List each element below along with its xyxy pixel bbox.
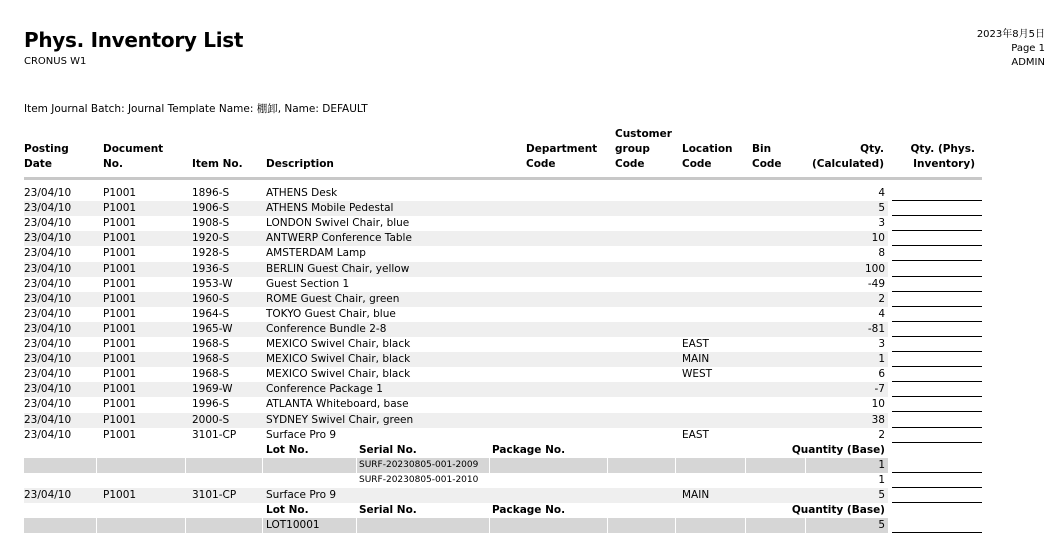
- description: ATLANTA Whiteboard, base: [266, 398, 409, 411]
- col-item-no: Item No.: [192, 158, 243, 170]
- posting-date: 23/04/10: [24, 489, 72, 501]
- cell-separator: [96, 518, 97, 533]
- qty-phys-inventory-blank[interactable]: [892, 472, 982, 473]
- cell-separator: [745, 518, 746, 533]
- posting-date: 23/04/10: [24, 338, 72, 350]
- col-label: Code: [682, 158, 712, 170]
- posting-date: 23/04/10: [24, 217, 72, 230]
- qty-phys-inventory-blank[interactable]: [892, 276, 982, 277]
- page-number: Page 1: [1011, 43, 1045, 54]
- cell-separator: [675, 458, 676, 473]
- tracking-header: [24, 443, 888, 458]
- qty-phys-inventory-blank[interactable]: [892, 502, 982, 503]
- col-label: Bin: [752, 143, 772, 155]
- description: Conference Bundle 2-8: [266, 322, 387, 335]
- table-row: [24, 367, 888, 382]
- document-no: P1001: [103, 338, 137, 350]
- document-no: P1001: [103, 368, 137, 381]
- report-meta: [977, 28, 1045, 70]
- table-row: [24, 413, 888, 428]
- col-label: Customer: [615, 128, 672, 140]
- posting-date: 23/04/10: [24, 262, 72, 275]
- item-no: 3101-CP: [192, 428, 237, 441]
- serial-no-header: Serial No.: [359, 504, 417, 517]
- col-label: No.: [103, 158, 123, 170]
- qty-phys-inventory-blank[interactable]: [892, 411, 982, 412]
- col-posting-date: [24, 142, 69, 172]
- qty-calculated: 10: [871, 232, 885, 245]
- item-no: 1969-W: [192, 383, 233, 396]
- description: LONDON Swivel Chair, blue: [266, 217, 410, 230]
- cell-separator: [356, 518, 357, 533]
- serial-no: SURF-20230805-001-2009: [359, 459, 479, 470]
- table-row: [24, 262, 888, 277]
- cell-separator: [185, 458, 186, 473]
- posting-date: 23/04/10: [24, 383, 72, 396]
- qty-phys-inventory-blank[interactable]: [892, 245, 982, 246]
- tracking-line: [24, 458, 888, 473]
- col-label: Posting: [24, 143, 69, 155]
- item-no: 1996-S: [192, 398, 230, 411]
- item-no: 1968-S: [192, 338, 230, 350]
- qty-phys-inventory-blank[interactable]: [892, 336, 982, 337]
- document-no: P1001: [103, 232, 137, 245]
- location-code: EAST: [682, 338, 709, 350]
- document-no: P1001: [103, 398, 137, 411]
- description: ROME Guest Chair, green: [266, 292, 400, 305]
- table-row: [24, 307, 888, 322]
- lot-no: LOT10001: [266, 519, 320, 532]
- description: ATHENS Mobile Pedestal: [266, 202, 394, 215]
- item-no: 1896-S: [192, 187, 230, 199]
- col-label: group: [615, 143, 650, 155]
- document-no: P1001: [103, 187, 137, 199]
- posting-date: 23/04/10: [24, 247, 72, 260]
- qty-calculated: -49: [867, 277, 885, 290]
- cell-separator: [675, 518, 676, 533]
- qty-phys-inventory-blank[interactable]: [892, 366, 982, 367]
- cell-separator: [675, 473, 676, 488]
- description: AMSTERDAM Lamp: [266, 247, 366, 260]
- table-row: [24, 428, 888, 443]
- quantity-base: 1: [878, 473, 885, 486]
- document-no: P1001: [103, 217, 137, 230]
- user-id: ADMIN: [1011, 57, 1045, 68]
- col-label: Code: [752, 158, 782, 170]
- document-no: P1001: [103, 202, 137, 215]
- document-no: P1001: [103, 247, 137, 260]
- col-label: Qty.: [860, 143, 884, 155]
- qty-calculated: 5: [878, 202, 885, 215]
- cell-separator: [805, 458, 806, 473]
- item-no: 1953-W: [192, 277, 233, 290]
- batch-info: Item Journal Batch: Journal Template Name: 棚卸, Name: DEFAULT: [24, 103, 368, 115]
- description: Surface Pro 9: [266, 489, 337, 501]
- col-label: Qty. (Phys.: [910, 143, 975, 155]
- qty-calculated: -81: [867, 322, 885, 335]
- posting-date: 23/04/10: [24, 202, 72, 215]
- tracking-header: [24, 503, 888, 518]
- cell-separator: [805, 518, 806, 533]
- quantity-base-header: Quantity (Base): [791, 443, 885, 456]
- qty-calculated: 8: [878, 247, 885, 260]
- table-row: [24, 246, 888, 261]
- header-divider: [24, 177, 982, 180]
- qty-phys-inventory-blank[interactable]: [892, 532, 982, 533]
- company-name: CRONUS W1: [24, 56, 87, 67]
- serial-no-header: Serial No.: [359, 443, 417, 456]
- item-no: 1965-W: [192, 322, 233, 335]
- document-no: P1001: [103, 277, 137, 290]
- col-label: Department: [526, 143, 598, 155]
- table-row: [24, 382, 888, 397]
- posting-date: 23/04/10: [24, 307, 72, 320]
- item-no: 1936-S: [192, 262, 230, 275]
- cell-separator: [185, 518, 186, 533]
- qty-calculated: 3: [878, 217, 885, 230]
- col-qty-phys-inventory: [910, 142, 975, 172]
- cell-separator: [805, 473, 806, 488]
- document-no: P1001: [103, 353, 137, 366]
- qty-calculated: 38: [871, 413, 885, 426]
- location-code: MAIN: [682, 489, 710, 501]
- qty-calculated: 10: [871, 398, 885, 411]
- posting-date: 23/04/10: [24, 353, 72, 366]
- table-row: [24, 201, 888, 216]
- description: Guest Section 1: [266, 277, 350, 290]
- col-label: Code: [526, 158, 556, 170]
- posting-date: 23/04/10: [24, 187, 72, 199]
- cell-separator: [96, 458, 97, 473]
- col-bin-code: [752, 142, 782, 172]
- qty-phys-inventory-blank[interactable]: [892, 260, 982, 261]
- qty-phys-inventory-blank[interactable]: [892, 291, 982, 292]
- posting-date: 23/04/10: [24, 368, 72, 381]
- col-label: Date: [24, 158, 52, 170]
- col-location-code: [682, 142, 733, 172]
- qty-calculated: 100: [864, 262, 885, 275]
- quantity-base: 1: [878, 458, 885, 471]
- cell-separator: [489, 458, 490, 473]
- cell-separator: [96, 473, 97, 488]
- description: TOKYO Guest Chair, blue: [266, 307, 396, 320]
- qty-phys-inventory-blank[interactable]: [892, 306, 982, 307]
- cell-separator: [262, 473, 263, 488]
- cell-separator: [262, 458, 263, 473]
- qty-phys-inventory-blank[interactable]: [892, 321, 982, 322]
- tracking-line: [24, 473, 888, 488]
- location-code: EAST: [682, 428, 709, 441]
- description: Conference Package 1: [266, 383, 383, 396]
- qty-phys-inventory-blank[interactable]: [892, 396, 982, 397]
- qty-phys-inventory-blank[interactable]: [892, 230, 982, 231]
- cell-separator: [607, 518, 608, 533]
- item-no: 1964-S: [192, 307, 230, 320]
- document-no: P1001: [103, 383, 137, 396]
- description: MEXICO Swivel Chair, black: [266, 353, 411, 366]
- table-row: [24, 292, 888, 307]
- qty-phys-inventory-blank[interactable]: [892, 442, 982, 443]
- document-no: P1001: [103, 489, 137, 501]
- report-title: Phys. Inventory List: [24, 28, 244, 52]
- qty-phys-inventory-blank[interactable]: [892, 427, 982, 428]
- qty-calculated: 5: [878, 489, 885, 501]
- description: BERLIN Guest Chair, yellow: [266, 262, 410, 275]
- item-no: 1960-S: [192, 292, 230, 305]
- location-code: MAIN: [682, 353, 710, 366]
- document-no: P1001: [103, 428, 137, 441]
- posting-date: 23/04/10: [24, 413, 72, 426]
- item-no: 1906-S: [192, 202, 230, 215]
- location-code: WEST: [682, 368, 713, 381]
- document-no: P1001: [103, 292, 137, 305]
- description: ATHENS Desk: [266, 187, 338, 199]
- posting-date: 23/04/10: [24, 292, 72, 305]
- posting-date: 23/04/10: [24, 232, 72, 245]
- item-no: 1968-S: [192, 368, 230, 381]
- qty-phys-inventory-blank[interactable]: [892, 487, 982, 488]
- qty-calculated: 6: [878, 368, 885, 381]
- document-no: P1001: [103, 307, 137, 320]
- cell-separator: [489, 473, 490, 488]
- quantity-base: 5: [878, 519, 885, 532]
- qty-calculated: 4: [878, 307, 885, 320]
- qty-phys-inventory-blank[interactable]: [892, 351, 982, 352]
- qty-phys-inventory-blank[interactable]: [892, 215, 982, 216]
- cell-separator: [745, 458, 746, 473]
- description: MEXICO Swivel Chair, black: [266, 338, 411, 350]
- qty-phys-inventory-blank[interactable]: [892, 200, 982, 201]
- lot-no-header: Lot No.: [266, 443, 309, 456]
- item-no: 1928-S: [192, 247, 230, 260]
- item-no: 1908-S: [192, 217, 230, 230]
- table-row: [24, 216, 888, 231]
- qty-phys-inventory-blank[interactable]: [892, 381, 982, 382]
- document-no: P1001: [103, 262, 137, 275]
- cell-separator: [185, 473, 186, 488]
- table-row: [24, 488, 888, 503]
- posting-date: 23/04/10: [24, 428, 72, 441]
- col-label: (Calculated): [811, 158, 884, 170]
- item-no: 1968-S: [192, 353, 230, 366]
- table-row: [24, 231, 888, 246]
- qty-calculated: 2: [878, 428, 885, 441]
- posting-date: 23/04/10: [24, 277, 72, 290]
- quantity-base-header: Quantity (Base): [791, 504, 885, 517]
- table-row: [24, 337, 888, 352]
- description: Surface Pro 9: [266, 428, 337, 441]
- posting-date: 23/04/10: [24, 398, 72, 411]
- cell-separator: [262, 518, 263, 533]
- col-label: Document: [103, 143, 164, 155]
- description: SYDNEY Swivel Chair, green: [266, 413, 414, 426]
- description: MEXICO Swivel Chair, black: [266, 368, 411, 381]
- table-row: [24, 277, 888, 292]
- cell-separator: [489, 518, 490, 533]
- cell-separator: [745, 473, 746, 488]
- cell-separator: [607, 458, 608, 473]
- cell-separator: [607, 473, 608, 488]
- description: ANTWERP Conference Table: [266, 232, 412, 245]
- tracking-line: [24, 518, 888, 533]
- serial-no: SURF-20230805-001-2010: [359, 474, 479, 485]
- posting-date: 23/04/10: [24, 322, 72, 335]
- col-department-code: [526, 142, 597, 172]
- cell-separator: [356, 458, 357, 473]
- package-no-header: Package No.: [492, 504, 566, 517]
- col-document-no: [103, 142, 163, 172]
- col-label: Code: [615, 158, 645, 170]
- item-no: 1920-S: [192, 232, 230, 245]
- col-description: Description: [266, 158, 334, 170]
- table-row: [24, 352, 888, 367]
- qty-calculated: 2: [878, 292, 885, 305]
- item-no: 3101-CP: [192, 489, 237, 501]
- table-row: [24, 322, 888, 337]
- package-no-header: Package No.: [492, 443, 566, 456]
- table-row: [24, 397, 888, 412]
- qty-calculated: 1: [878, 353, 885, 366]
- item-no: 2000-S: [192, 413, 230, 426]
- qty-calculated: 3: [878, 338, 885, 350]
- qty-calculated: -7: [874, 383, 885, 396]
- report-date: 2023年8月5日: [976, 29, 1045, 40]
- cell-separator: [356, 473, 357, 488]
- document-no: P1001: [103, 322, 137, 335]
- col-label: Location: [682, 143, 733, 155]
- table-row: [24, 186, 888, 201]
- col-customer-group-code: [615, 127, 672, 172]
- document-no: P1001: [103, 413, 137, 426]
- col-qty-calculated: [812, 142, 884, 172]
- lot-no-header: Lot No.: [266, 504, 309, 517]
- qty-calculated: 4: [878, 187, 885, 199]
- col-label: Inventory): [913, 158, 975, 170]
